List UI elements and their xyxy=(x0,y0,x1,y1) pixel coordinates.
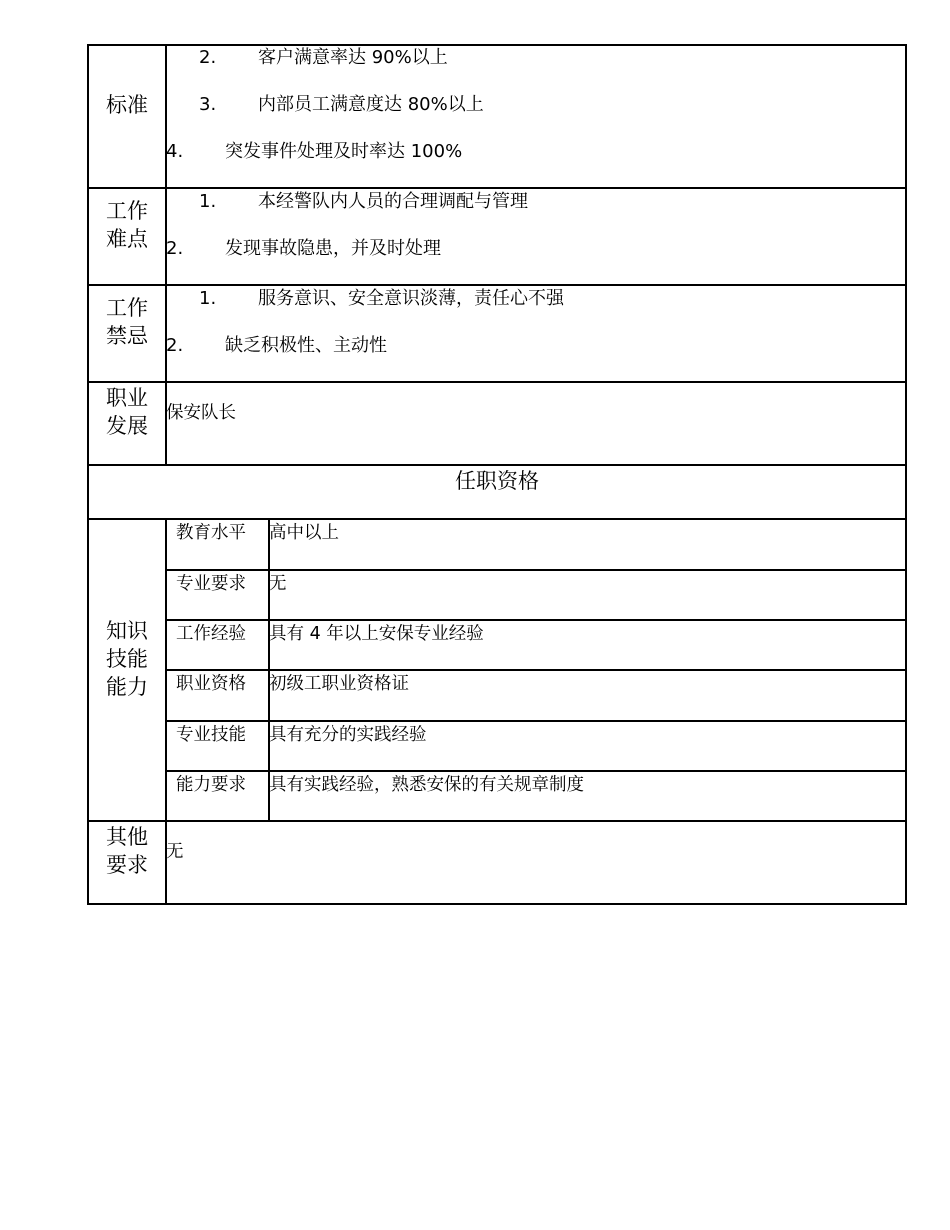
knowledge-row-value: 高中以上 xyxy=(269,523,339,543)
taboo-item-number: 1. xyxy=(199,288,217,309)
standard-item-number: 4. xyxy=(166,141,184,162)
knowledge-row-value: 初级工职业资格证 xyxy=(269,674,409,694)
taboo-label-line: 工作 xyxy=(106,296,148,320)
career-label xyxy=(88,384,166,440)
knowledge-label-line: 能力 xyxy=(106,675,148,699)
knowledge-label-line: 技能 xyxy=(106,647,148,671)
standard-item-number: 2. xyxy=(199,47,217,68)
knowledge-row-value: 无 xyxy=(269,574,287,594)
career-label-line: 发展 xyxy=(106,414,148,438)
standard-item-text: 突发事件处理及时率达 100% xyxy=(225,141,463,162)
knowledge-row-key: 能力要求 xyxy=(176,775,246,795)
row-divider xyxy=(87,381,907,383)
row-divider xyxy=(87,820,907,822)
subrow-divider xyxy=(165,619,907,621)
standard-label: 标准 xyxy=(106,93,148,117)
career-value: 保安队长 xyxy=(166,403,236,423)
taboo-label xyxy=(88,294,166,350)
row-divider xyxy=(87,518,907,520)
taboo-item-text: 服务意识、安全意识淡薄，责任心不强 xyxy=(258,288,564,309)
knowledge-row-key: 教育水平 xyxy=(176,523,246,543)
row-divider xyxy=(87,464,907,466)
difficulty-label-line: 难点 xyxy=(106,227,148,251)
difficulty-item-number: 2. xyxy=(166,238,184,259)
subrow-divider xyxy=(165,770,907,772)
qualifications-header: 任职资格 xyxy=(455,469,539,493)
knowledge-row-key: 专业要求 xyxy=(176,574,246,594)
other-value: 无 xyxy=(166,842,184,862)
difficulty-item-number: 1. xyxy=(199,191,217,212)
knowledge-row-value: 具有 4 年以上安保专业经验 xyxy=(269,624,484,644)
standard-item-text: 内部员工满意度达 80%以上 xyxy=(258,94,484,115)
knowledge-row-value: 具有充分的实践经验 xyxy=(269,725,427,745)
subrow-divider xyxy=(165,569,907,571)
standard-item-number: 3. xyxy=(199,94,217,115)
difficulty-item-text: 本经警队内人员的合理调配与管理 xyxy=(258,191,528,212)
taboo-item-number: 2. xyxy=(166,335,184,356)
difficulty-label-line: 工作 xyxy=(106,199,148,223)
career-label-line: 职业 xyxy=(106,386,148,410)
knowledge-row-key: 专业技能 xyxy=(176,725,246,745)
knowledge-row-value: 具有实践经验，熟悉安保的有关规章制度 xyxy=(269,775,584,795)
standard-item-text: 客户满意率达 90%以上 xyxy=(258,47,448,68)
subrow-divider xyxy=(165,720,907,722)
knowledge-label-line: 知识 xyxy=(106,619,148,643)
other-label-line: 要求 xyxy=(106,853,148,877)
subrow-divider xyxy=(165,669,907,671)
knowledge-label xyxy=(88,617,166,701)
other-label xyxy=(88,823,166,879)
knowledge-row-key: 职业资格 xyxy=(176,674,246,694)
other-label-line: 其他 xyxy=(106,825,148,849)
knowledge-row-key: 工作经验 xyxy=(176,624,246,644)
table-border-bottom xyxy=(87,903,907,905)
taboo-label-line: 禁忌 xyxy=(106,324,148,348)
taboo-item-text: 缺乏积极性、主动性 xyxy=(225,335,387,356)
difficulty-item-text: 发现事故隐患，并及时处理 xyxy=(225,238,441,259)
difficulty-label xyxy=(88,197,166,253)
